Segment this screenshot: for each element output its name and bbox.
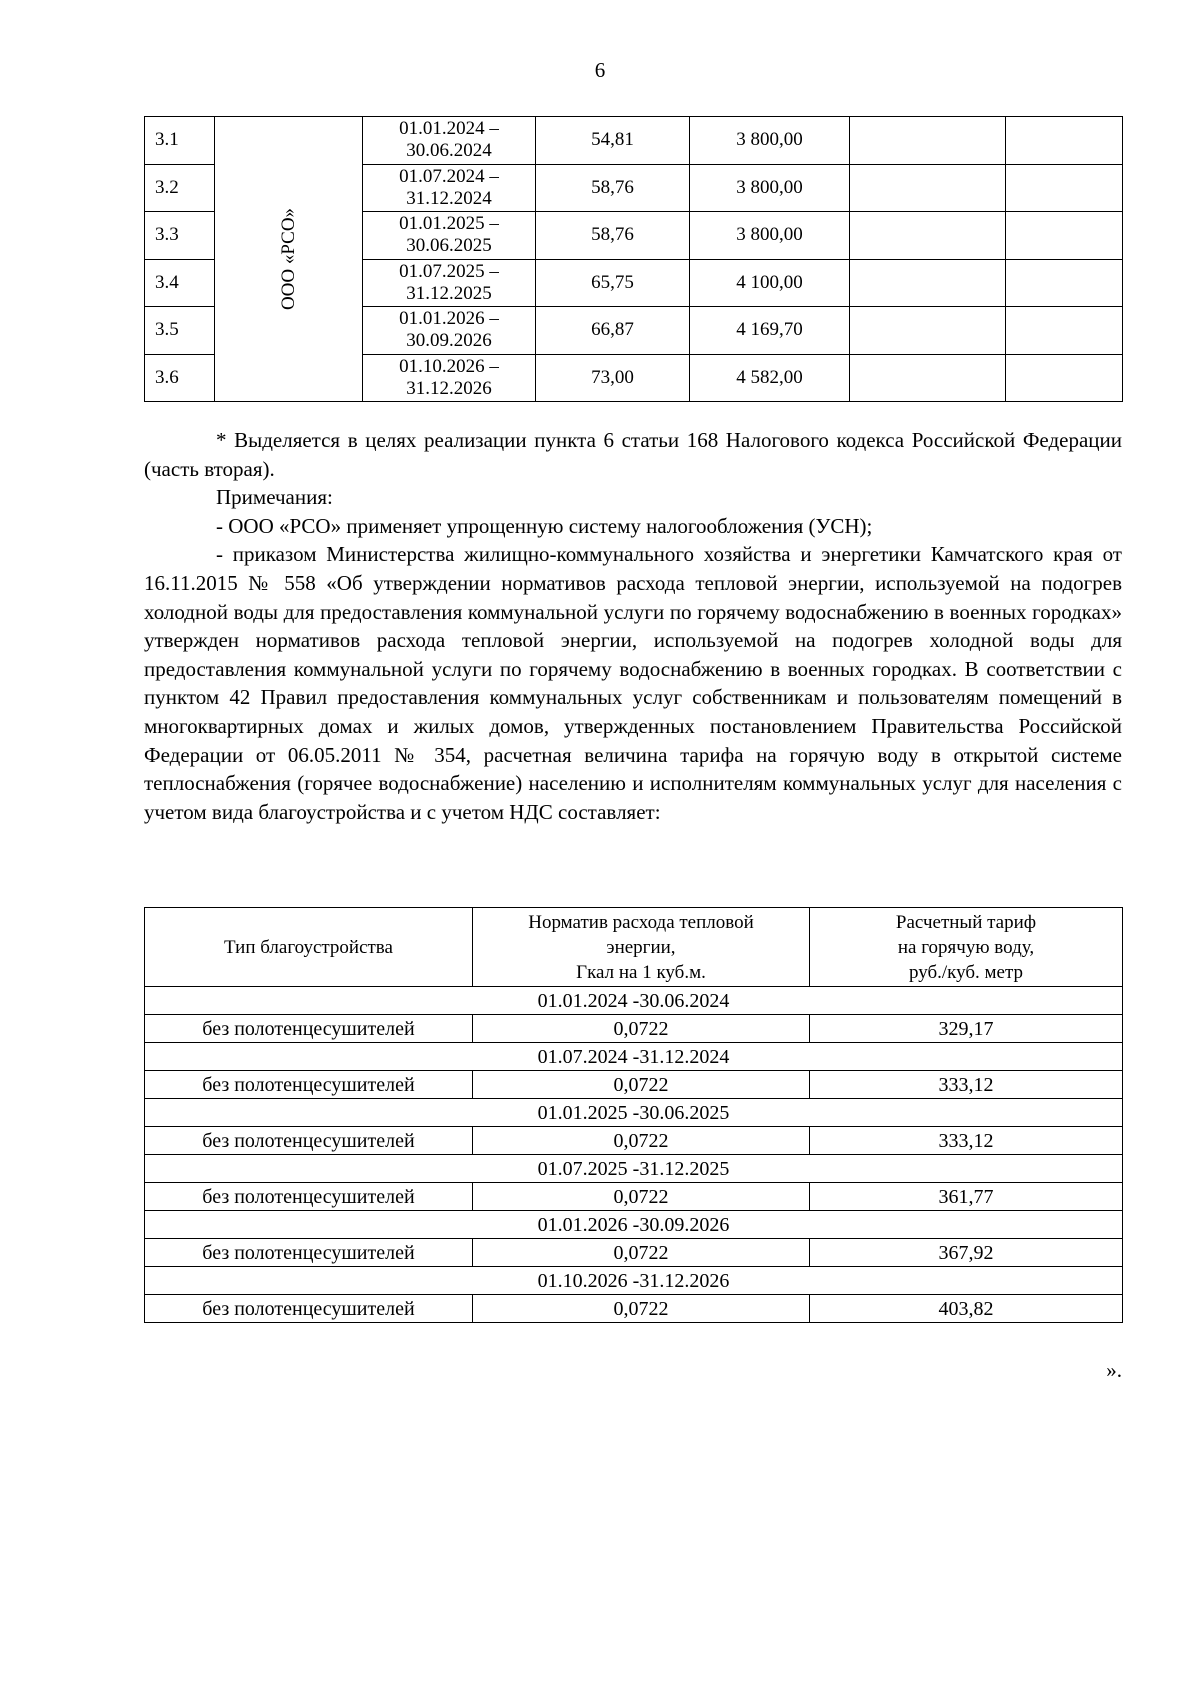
period-cell: 01.01.2024 -30.06.2024: [145, 987, 1123, 1015]
value2-cell: 4 169,70: [690, 307, 850, 355]
type-cell: без полотенцесушителей: [145, 1183, 473, 1211]
period-row: [145, 987, 1123, 1015]
empty-cell: [1006, 307, 1123, 355]
period-cell: 01.07.2025 – 31.12.2025: [363, 259, 536, 307]
header-cell: Тип благоустройства: [145, 908, 473, 987]
period-cell: 01.01.2025 -30.06.2025: [145, 1099, 1123, 1127]
period-cell: 01.07.2025 -31.12.2025: [145, 1155, 1123, 1183]
period-cell: 01.01.2026 -30.09.2026: [145, 1211, 1123, 1239]
period-cell: 01.10.2026 -31.12.2026: [145, 1267, 1123, 1295]
norm-cell: 0,0722: [473, 1183, 810, 1211]
empty-cell: [1006, 117, 1123, 165]
notes-text-block: [144, 426, 1122, 826]
value1-cell: 65,75: [536, 259, 690, 307]
period-cell: 01.01.2026 – 30.09.2026: [363, 307, 536, 355]
table-row: [145, 1127, 1123, 1155]
type-cell: без полотенцесушителей: [145, 1127, 473, 1155]
value2-cell: 3 800,00: [690, 164, 850, 212]
header-cell: Расчетный тариф на горячую воду, руб./куб. метр: [810, 908, 1123, 987]
organization-name: ООО «РСО»: [277, 207, 299, 311]
tariff-cell: 361,77: [810, 1183, 1123, 1211]
norm-cell: 0,0722: [473, 1015, 810, 1043]
row-number: 3.1: [145, 117, 215, 165]
row-number: 3.6: [145, 354, 215, 402]
row-number: 3.5: [145, 307, 215, 355]
empty-cell: [1006, 259, 1123, 307]
value2-cell: 3 800,00: [690, 117, 850, 165]
empty-cell: [1006, 212, 1123, 260]
period-cell: 01.07.2024 -31.12.2024: [145, 1043, 1123, 1071]
table-header-row: [145, 908, 1123, 987]
value1-cell: 73,00: [536, 354, 690, 402]
tariff-table: [144, 116, 1123, 402]
period-row: [145, 1043, 1123, 1071]
period-cell: 01.10.2026 – 31.12.2026: [363, 354, 536, 402]
period-cell: 01.01.2024 – 30.06.2024: [363, 117, 536, 165]
empty-cell: [850, 354, 1006, 402]
tariff-cell: 403,82: [810, 1295, 1123, 1323]
empty-cell: [1006, 164, 1123, 212]
tariff-cell: 333,12: [810, 1127, 1123, 1155]
norm-cell: 0,0722: [473, 1127, 810, 1155]
table-row: [145, 1295, 1123, 1323]
value2-cell: 4 582,00: [690, 354, 850, 402]
norm-cell: 0,0722: [473, 1071, 810, 1099]
table-row: [145, 1015, 1123, 1043]
header-cell: Норматив расхода тепловой энергии, Гкал на 1 куб.м.: [473, 908, 810, 987]
empty-cell: [850, 212, 1006, 260]
footnote-paragraph: * Выделяется в целях реализации пункта 6 статьи 168 Налогового кодекса Российской Федерации (часть вторая).: [144, 428, 1122, 481]
norm-cell: 0,0722: [473, 1295, 810, 1323]
period-cell: 01.07.2024 – 31.12.2024: [363, 164, 536, 212]
row-number: 3.3: [145, 212, 215, 260]
period-row: [145, 1099, 1123, 1127]
tariff-cell: 367,92: [810, 1239, 1123, 1267]
period-row: [145, 1155, 1123, 1183]
table-row: [145, 117, 1123, 165]
table-row: [145, 1239, 1123, 1267]
value1-cell: 66,87: [536, 307, 690, 355]
type-cell: без полотенцесушителей: [145, 1295, 473, 1323]
period-row: [145, 1267, 1123, 1295]
type-cell: без полотенцесушителей: [145, 1239, 473, 1267]
tariff-cell: 329,17: [810, 1015, 1123, 1043]
table-row: [145, 1071, 1123, 1099]
type-cell: без полотенцесушителей: [145, 1015, 473, 1043]
tariff-cell: 333,12: [810, 1071, 1123, 1099]
value2-cell: 4 100,00: [690, 259, 850, 307]
organization-cell: [215, 117, 363, 402]
note-paragraph: - ООО «РСО» применяет упрощенную систему налогообложения (УСН);: [216, 513, 873, 538]
hot-water-tariff-table: [144, 907, 1123, 1323]
value2-cell: 3 800,00: [690, 212, 850, 260]
row-number: 3.2: [145, 164, 215, 212]
empty-cell: [850, 259, 1006, 307]
empty-cell: [850, 117, 1006, 165]
page-number: 6: [594, 58, 606, 82]
value1-cell: 58,76: [536, 212, 690, 260]
empty-cell: [1006, 354, 1123, 402]
period-row: [145, 1211, 1123, 1239]
row-number: 3.4: [145, 259, 215, 307]
value1-cell: 58,76: [536, 164, 690, 212]
type-cell: без полотенцесушителей: [145, 1071, 473, 1099]
period-cell: 01.01.2025 – 30.06.2025: [363, 212, 536, 260]
table-row: [145, 1183, 1123, 1211]
norm-cell: 0,0722: [473, 1239, 810, 1267]
empty-cell: [850, 164, 1006, 212]
notes-title: Примечания:: [216, 485, 333, 510]
value1-cell: 54,81: [536, 117, 690, 165]
closing-quote-mark: ».: [1106, 1358, 1122, 1382]
empty-cell: [850, 307, 1006, 355]
note-paragraph: - приказом Министерства жилищно-коммунального хозяйства и энергетики Камчатского края от 16.11.2015 № 558 «Об утверждении нормативов расхода тепловой энергии, используемой на подогрев холодной воды для предоставления коммунальной услуги по горячему водоснабжению в военных городках» утвержден нормативов расхода тепловой энергии, используемой на подогрев холодной воды для предоставления коммунальной услуги по горячему водоснабжению в военных городках. В соответствии с пунктом 42 Правил предоставления коммунальных услуг собственникам и пользователям помещений в многоквартирных домах и жилых домов, утвержденных постановлением Правительства Российской Федерации от 06.05.2011 № 354, расчетная величина тарифа на горячую воду в открытой системе теплоснабжения (горячее водоснабжение) населению и исполнителям коммунальных услуг для населения с учетом вида благоустройства и с учетом НДС составляет:: [144, 542, 1122, 824]
